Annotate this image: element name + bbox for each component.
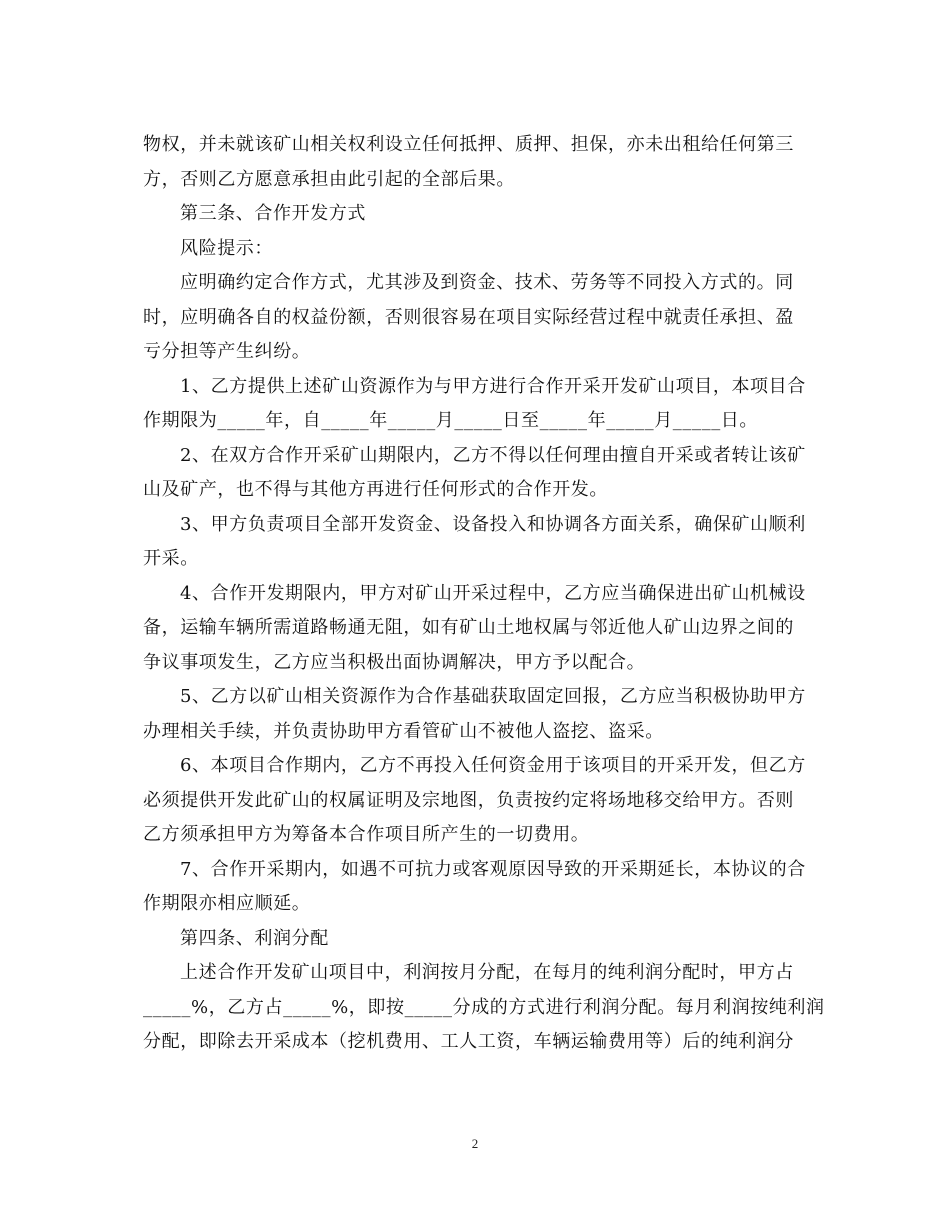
text-line: 乙方须承担甲方为筹备本合作项目所产生的一切费用。: [143, 824, 590, 845]
section-heading: 第四条、利润分配: [180, 927, 329, 949]
clause-line: 1、乙方提供上述矿山资源作为与甲方进行合作开采开发矿山项目，本项目合: [180, 375, 806, 397]
text-line: 必须提供开发此矿山的权属证明及宗地图，负责按约定将场地移交给甲方。否则: [143, 789, 794, 811]
risk-notice-label: 风险提示：: [180, 237, 273, 259]
text-line: 上述合作开发矿山项目中，利润按月分配，在每月的纯利润分配时，甲方占: [180, 962, 794, 983]
clause-line: 5、乙方以矿山相关资源作为合作基础获取固定回报，乙方应当积极协助甲方: [180, 686, 806, 707]
text-line: 山及矿产，也不得与其他方再进行任何形式的合作开发。: [143, 479, 608, 500]
text-line: 开采。: [143, 548, 199, 569]
text-line: 物权，并未就该矿山相关权利设立任何抵押、质押、担保，亦未出租给任何第三: [143, 134, 794, 155]
document-body: [143, 128, 825, 1060]
text-line: 作期限为_____年，自_____年_____月_____日至_____年_____月_____日。: [143, 410, 758, 431]
clause-line: 2、在双方合作开采矿山期限内，乙方不得以任何理由擅自开采或者转让该矿: [180, 444, 806, 466]
text-line: 办理相关手续，并负责协助甲方看管矿山不被他人盗挖、盗采。: [143, 720, 664, 742]
text-line: 分配，即除去开采成本（挖机费用、工人工资，车辆运输费用等）后的纯利润分: [143, 1031, 794, 1052]
text-line: _____%，乙方占_____%，即按_____分成的方式进行利润分配。每月利润按纯利润: [143, 996, 825, 1018]
clause-line: 4、合作开发期限内，甲方对矿山开采过程中，乙方应当确保进出矿山机械设: [180, 582, 806, 604]
section-heading: 第三条、合作开发方式: [180, 203, 366, 224]
text-line: 方，否则乙方愿意承担由此引起的全部后果。: [143, 168, 515, 190]
text-line: 备，运输车辆所需道路畅通无阻，如有矿山土地权属与邻近他人矿山边界之间的: [143, 617, 794, 638]
page-number: 2: [471, 1136, 479, 1151]
clause-line: 7、合作开采期内，如遇不可抗力或客观原因导致的开采期延长，本协议的合: [180, 858, 806, 880]
clause-line: 3、甲方负责项目全部开发资金、设备投入和协调各方面关系，确保矿山顺利: [180, 513, 806, 535]
text-line: 作期限亦相应顺延。: [143, 893, 311, 914]
text-line: 时，应明确各自的权益份额，否则很容易在项目实际经营过程中就责任承担、盈: [143, 306, 794, 328]
text-line: 争议事项发生，乙方应当积极出面协调解决，甲方予以配合。: [143, 651, 646, 673]
text-line: 应明确约定合作方式，尤其涉及到资金、技术、劳务等不同投入方式的。同: [180, 272, 794, 293]
clause-line: 6、本项目合作期内，乙方不再投入任何资金用于该项目的开采开发，但乙方: [180, 755, 806, 776]
text-line: 亏分担等产生纠纷。: [143, 341, 311, 362]
